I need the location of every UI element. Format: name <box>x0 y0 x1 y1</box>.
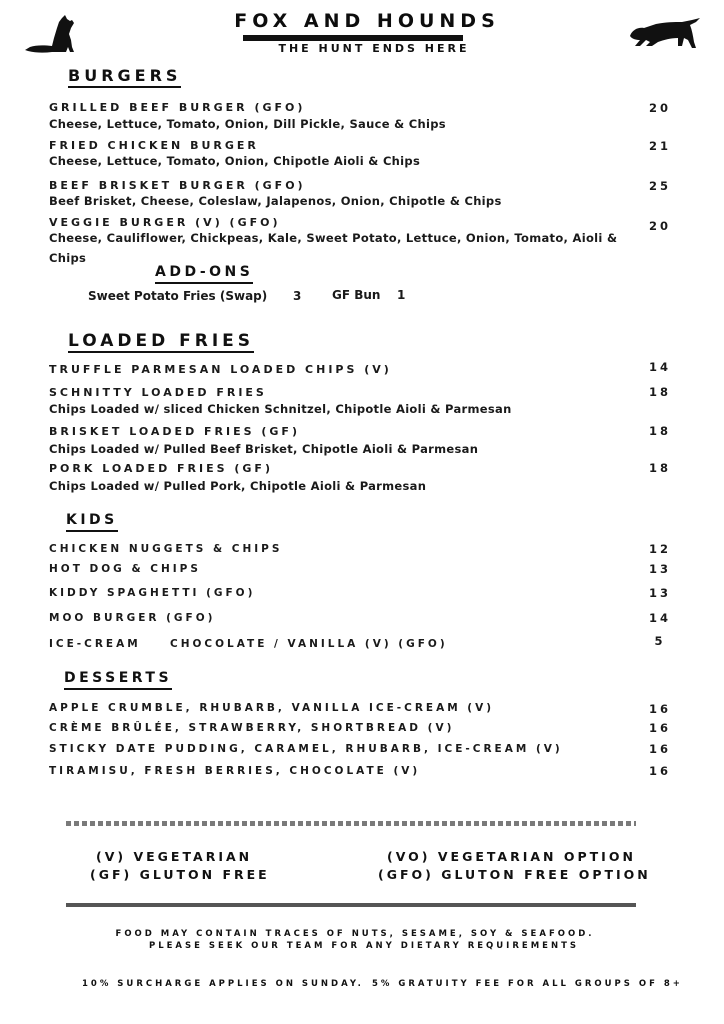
menu-item-name: TRUFFLE PARMESAN LOADED CHIPS (V) <box>49 363 392 376</box>
menu-item-name: BEEF BRISKET BURGER (GFO) <box>49 179 306 192</box>
menu-item-name: TIRAMISU, FRESH BERRIES, CHOCOLATE (V) <box>49 765 421 777</box>
menu-item-price: 18 <box>648 385 671 399</box>
menu-item-name: PORK LOADED FRIES (GF) <box>49 462 273 475</box>
menu-item-name: ICE-CREAM <box>49 638 141 650</box>
menu-item-name: CRÈME BRÛLÉE, STRAWBERRY, SHORTBREAD (V) <box>49 722 455 734</box>
menu-item-price: 25 <box>648 179 671 193</box>
menu-item-price: 14 <box>648 611 671 625</box>
restaurant-title: FOX AND HOUNDS <box>234 10 500 32</box>
menu-item-description: Chips Loaded w/ Pulled Beef Brisket, Chipotle Aioli & Parmesan <box>49 442 479 456</box>
hound-silhouette-icon <box>628 16 702 52</box>
menu-item-price: 14 <box>648 360 671 374</box>
restaurant-tagline: THE HUNT ENDS HERE <box>278 42 470 55</box>
addon-name: Sweet Potato Fries (Swap) <box>88 289 268 303</box>
section-heading-addons: ADD-ONS <box>155 263 253 284</box>
menu-item-price: 13 <box>648 562 671 576</box>
allergen-notice: FOOD MAY CONTAIN TRACES OF NUTS, SESAME, SOY & SEAFOOD. <box>115 929 595 939</box>
sunday-surcharge-notice: 10% SURCHARGE APPLIES ON SUNDAY. <box>82 979 364 989</box>
section-heading-burgers: BURGERS <box>68 67 181 88</box>
menu-item-description: Cheese, Lettuce, Tomato, Onion, Dill Pickle, Sauce & Chips <box>49 117 446 131</box>
menu-item-description: Beef Brisket, Cheese, Coleslaw, Jalapenos, Onion, Chipotle & Chips <box>49 194 502 208</box>
menu-item-name: FRIED CHICKEN BURGER <box>49 139 259 152</box>
menu-item-price: 18 <box>648 461 671 475</box>
addon-name: GF Bun <box>332 288 381 302</box>
menu-item-price: 20 <box>648 219 671 233</box>
menu-item-name: STICKY DATE PUDDING, CARAMEL, RHUBARB, ICE-CREAM (V) <box>49 743 563 755</box>
menu-item-price: 16 <box>648 764 671 778</box>
menu-item-description: Chips Loaded w/ sliced Chicken Schnitzel, Chipotle Aioli & Parmesan <box>49 402 512 416</box>
section-heading-kids: KIDS <box>66 511 118 532</box>
menu-item-name: HOT DOG & CHIPS <box>49 563 201 575</box>
menu-item-option: CHOCOLATE / VANILLA (V) (GFO) <box>170 638 448 650</box>
menu-item-price: 18 <box>648 424 671 438</box>
dotted-divider <box>66 821 636 826</box>
dietary-notice: PLEASE SEEK OUR TEAM FOR ANY DIETARY REQUIREMENTS <box>148 941 579 951</box>
menu-item-name: GRILLED BEEF BURGER (GFO) <box>49 101 306 114</box>
title-underline-bar <box>243 35 463 41</box>
section-heading-desserts: DESSERTS <box>64 669 172 690</box>
solid-divider <box>66 903 636 907</box>
legend-vegetarian: (V) VEGETARIAN <box>96 849 253 864</box>
gratuity-notice: 5% GRATUITY FEE FOR ALL GROUPS OF 8+ <box>372 979 683 989</box>
menu-item-price: 13 <box>648 586 671 600</box>
legend-vegetarian-option: (VO) VEGETARIAN OPTION <box>387 849 636 864</box>
menu-item-price: 16 <box>648 702 671 716</box>
menu-item-name: MOO BURGER (GFO) <box>49 612 216 624</box>
addon-price: 1 <box>397 288 406 302</box>
menu-item-name: BRISKET LOADED FRIES (GF) <box>49 425 300 438</box>
menu-item-price: 12 <box>648 542 671 556</box>
menu-item-name: SCHNITTY LOADED FRIES <box>49 386 267 399</box>
legend-gluten-free-option: (GFO) GLUTON FREE OPTION <box>378 867 651 882</box>
menu-item-name: VEGGIE BURGER (V) (GFO) <box>49 216 281 229</box>
addon-price: 3 <box>293 289 302 303</box>
menu-item-price: 16 <box>648 742 671 756</box>
menu-item-price: 16 <box>648 721 671 735</box>
menu-item-name: APPLE CRUMBLE, RHUBARB, VANILLA ICE-CREAM (V) <box>49 702 495 714</box>
menu-item-description: Cheese, Cauliflower, Chickpeas, Kale, Sweet Potato, Lettuce, Onion, Tomato, Aioli & Chips <box>49 231 618 265</box>
menu-item-price: 5 <box>654 634 666 648</box>
menu-item-price: 20 <box>648 101 671 115</box>
section-heading-loaded-fries: LOADED FRIES <box>68 331 255 351</box>
legend-gluten-free: (GF) GLUTON FREE <box>90 867 270 882</box>
menu-item-description: Chips Loaded w/ Pulled Pork, Chipotle Aioli & Parmesan <box>49 479 427 493</box>
menu-item-description: Cheese, Lettuce, Tomato, Onion, Chipotle Aioli & Chips <box>49 154 421 168</box>
menu-item-price: 21 <box>648 139 671 153</box>
menu-item-name: CHICKEN NUGGETS & CHIPS <box>49 543 283 555</box>
menu-item-name: KIDDY SPAGHETTI (GFO) <box>49 587 256 599</box>
